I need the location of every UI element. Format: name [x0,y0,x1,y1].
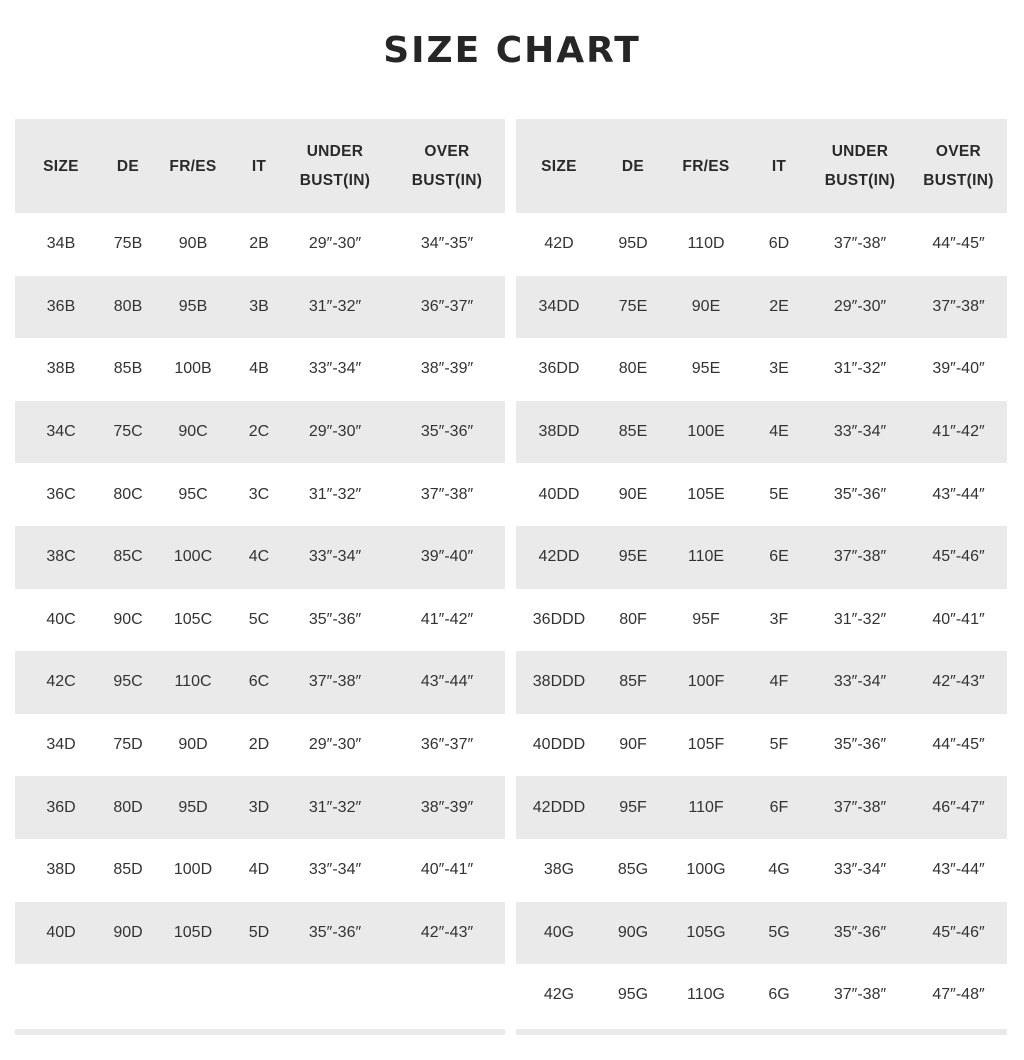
cell-fr-es: 105D [173,923,213,941]
cell-under-bust: 33″-34″ [308,360,362,378]
cell-size: 42G [543,986,575,1004]
cell-de: 85C [113,548,143,566]
cell-size: 36C [46,485,76,503]
cell-over-bust: 41″-42″ [932,423,985,441]
cell-size: 36DDD [532,610,586,628]
table-row [516,213,1007,276]
cell-size: 38DD [538,423,580,441]
cell-size: 36DD [538,360,580,378]
cell-fr-es: 100G [686,861,726,879]
cell-fr-es: 95E [691,360,721,378]
cell-size: 40G [543,923,575,941]
cell-size: 38G [543,861,575,879]
cell-over-bust: 36″-37″ [420,297,474,315]
cell-over-bust: 44″-45″ [932,235,985,253]
header-under-bust-line1: UNDER [306,143,364,160]
cell-fr-es: 105C [173,610,213,628]
cell-under-bust: 29″-30″ [308,235,362,253]
cell-under-bust: 33″-34″ [308,861,362,879]
table-row [15,651,505,714]
cell-de: 90E [618,485,648,503]
page-title: SIZE CHART [383,30,641,71]
cell-fr-es: 110C [174,673,212,691]
cell-size: 38D [46,861,76,879]
table-header-row [516,119,1007,213]
cell-over-bust: 46″-47″ [932,798,985,816]
cell-over-bust: 39″-40″ [932,360,985,378]
cell-fr-es: 105E [687,485,725,503]
cell-fr-es: 90E [691,297,721,315]
cell-de: 90F [619,736,647,754]
cell-size: 42C [46,673,76,691]
cell-size [15,964,107,1027]
cell-over-bust: 37″-38″ [420,485,474,503]
cell-it: 3F [769,610,789,628]
cell-over-bust: 40″-41″ [932,610,985,628]
cell-size: 34C [46,423,76,441]
cell-fr-es: 95B [178,297,208,315]
table-row [516,401,1007,464]
cell-under-bust: 37″-38″ [833,986,887,1004]
cell-over-bust: 38″-39″ [420,798,474,816]
cell-under-bust: 31″-32″ [833,610,887,628]
table-left-bottom-strip [15,1029,505,1035]
header-size: SIZE [541,157,577,175]
size-table-right-body [516,213,1007,1027]
cell-de: 85E [618,423,648,441]
cell-it: 3C [248,485,270,503]
header-over-bust-line1: OVER [424,143,470,160]
cell-de: 75B [113,235,143,253]
cell-it: 3E [769,360,789,378]
cell-fr-es: 105G [686,923,726,941]
cell-it: 3B [249,297,269,315]
cell-de: 90G [617,923,649,941]
cell-it: 2E [769,297,789,315]
header-it: IT [771,157,787,175]
cell-over-bust: 43″-44″ [932,485,985,503]
cell-it: 4F [769,673,789,691]
cell-it: 5G [768,923,790,941]
cell-under-bust: 29″-30″ [833,297,887,315]
cell-it: 4E [769,423,789,441]
cell-fr-es: 105F [687,736,725,754]
cell-size: 40C [46,610,76,628]
table-row [15,213,505,276]
cell-under-bust: 31″-32″ [308,297,362,315]
cell-de: 80E [618,360,648,378]
cell-size: 38DDD [532,673,586,691]
cell-under-bust: 29″-30″ [308,736,362,754]
cell-fr-es: 100D [173,861,213,879]
header-fr-es: FR/ES [169,157,217,175]
cell-it: 6G [768,986,790,1004]
cell-size: 42DDD [532,798,586,816]
cell-de: 75D [113,736,143,754]
cell-over-bust: 35″-36″ [420,423,474,441]
header-it: IT [251,157,267,175]
cell-de: 95D [618,235,648,253]
cell-over-bust: 47″-48″ [932,986,985,1004]
cell-over-bust: 43″-44″ [932,861,985,879]
cell-it: 5E [769,485,789,503]
cell-over-bust: 36″-37″ [420,736,474,754]
table-row [15,839,505,902]
cell-over-bust: 45″-46″ [932,548,985,566]
cell-de: 85G [617,861,649,879]
cell-fr-es: 100E [687,423,725,441]
header-de: DE [116,157,140,175]
cell-it: 2C [248,423,270,441]
cell-de: 85B [113,360,143,378]
cell-under-bust: 35″-36″ [833,923,887,941]
cell-fr-es: 100C [173,548,213,566]
header-under-bust [281,119,389,213]
header-de: DE [621,157,645,175]
table-row [516,902,1007,965]
cell-de: 95E [618,548,648,566]
cell-size: 36B [46,297,76,315]
cell-de: 90D [113,923,143,941]
cell-fr-es: 95C [178,485,208,503]
cell-under-bust: 35″-36″ [833,736,887,754]
cell-over-bust: 39″-40″ [420,548,474,566]
size-table-left [15,119,505,1027]
table-right-bottom-strip [516,1029,1007,1035]
cell-under-bust: 33″-34″ [308,548,362,566]
cell-fr-es: 110E [687,548,725,566]
cell-it: 4C [248,548,270,566]
header-under-bust-line1: UNDER [831,143,889,160]
cell-under-bust: 37″-38″ [833,548,887,566]
cell-de: 95F [619,798,647,816]
header-under-bust-line2: BUST(IN) [824,172,896,189]
table-row [15,401,505,464]
cell-under-bust: 37″-38″ [308,673,362,691]
cell-under-bust: 35″-36″ [833,485,887,503]
header-fr-es: FR/ES [682,157,730,175]
cell-under-bust: 31″-32″ [308,798,362,816]
cell-it: 4B [249,360,269,378]
cell-it: 6E [769,548,789,566]
table-row [516,276,1007,339]
cell-size: 40D [46,923,76,941]
cell-it: 6F [769,798,789,816]
header-over-bust-line2: BUST(IN) [923,172,994,189]
cell-de: 85F [619,673,647,691]
cell-under-bust: 33″-34″ [833,673,887,691]
table-row [15,589,505,652]
header-over-bust-line1: OVER [935,143,982,160]
cell-fr-es [149,964,237,1027]
table-header-row [15,119,505,213]
cell-de: 95C [113,673,143,691]
cell-de: 80C [113,485,143,503]
cell-de: 80F [619,610,647,628]
cell-under-bust: 35″-36″ [308,610,362,628]
table-row [516,526,1007,589]
cell-under-bust: 29″-30″ [308,423,362,441]
cell-over-bust: 45″-46″ [932,923,985,941]
cell-under-bust: 33″-34″ [833,861,887,879]
cell-it: 6C [248,673,270,691]
cell-fr-es: 90C [178,423,208,441]
cell-fr-es: 90B [178,235,208,253]
cell-it: 3D [248,798,270,816]
cell-de [107,964,149,1027]
cell-fr-es: 90D [178,736,208,754]
table-row [15,526,505,589]
table-row [15,714,505,777]
table-row [15,338,505,401]
header-over-bust [389,119,505,213]
header-under-bust-line2: BUST(IN) [299,172,371,189]
cell-under-bust: 37″-38″ [833,798,887,816]
cell-fr-es: 110D [687,235,725,253]
cell-size: 34B [46,235,76,253]
cell-over-bust: 42″-43″ [420,923,474,941]
cell-under-bust: 31″-32″ [308,485,362,503]
cell-over-bust [389,964,505,1027]
cell-it: 4D [248,861,270,879]
cell-de: 75C [113,423,143,441]
table-row [516,463,1007,526]
cell-over-bust: 37″-38″ [932,297,985,315]
cell-fr-es: 95F [692,610,720,628]
table-row [516,964,1007,1027]
cell-under-bust: 33″-34″ [833,423,887,441]
cell-it: 5D [248,923,270,941]
cell-it: 5C [248,610,270,628]
cell-over-bust: 34″-35″ [420,235,474,253]
cell-over-bust: 43″-44″ [420,673,474,691]
cell-size: 42DD [538,548,580,566]
cell-de: 80D [113,798,143,816]
cell-size: 36D [46,798,76,816]
cell-de: 85D [113,861,143,879]
table-row [516,589,1007,652]
cell-it: 4G [768,861,790,879]
cell-size: 42D [544,235,574,253]
cell-under-bust: 31″-32″ [833,360,887,378]
cell-under-bust [281,964,389,1027]
cell-size: 34DD [538,297,580,315]
cell-de: 75E [618,297,648,315]
header-over-bust [910,119,1007,213]
cell-it: 2B [249,235,269,253]
table-row [516,776,1007,839]
table-row [15,776,505,839]
cell-it: 6D [768,235,790,253]
table-row [516,338,1007,401]
header-under-bust [810,119,910,213]
cell-size: 34D [46,736,76,754]
cell-de: 90C [113,610,143,628]
cell-it: 5F [769,736,789,754]
cell-it: 2D [248,736,270,754]
cell-fr-es: 100F [687,673,725,691]
table-row [15,463,505,526]
cell-over-bust: 38″-39″ [420,360,474,378]
cell-size: 38B [46,360,76,378]
cell-over-bust: 41″-42″ [420,610,474,628]
size-table-right [516,119,1007,1027]
table-row [15,276,505,339]
cell-fr-es: 110G [687,986,725,1004]
cell-de: 95G [617,986,649,1004]
table-row [516,839,1007,902]
cell-fr-es: 100B [174,360,212,378]
header-over-bust-line2: BUST(IN) [411,172,483,189]
cell-size: 38C [46,548,76,566]
cell-fr-es: 95D [178,798,208,816]
table-row [516,714,1007,777]
cell-fr-es: 110F [688,798,724,816]
cell-size: 40DDD [532,736,586,754]
cell-over-bust: 44″-45″ [932,736,985,754]
size-table-left-body [15,213,505,1027]
cell-it [237,964,281,1027]
table-row [516,651,1007,714]
cell-under-bust: 37″-38″ [833,235,887,253]
table-row [15,964,505,1027]
cell-over-bust: 42″-43″ [932,673,985,691]
cell-de: 80B [113,297,143,315]
cell-size: 40DD [538,485,580,503]
cell-over-bust: 40″-41″ [420,861,474,879]
table-row [15,902,505,965]
header-size: SIZE [43,157,79,175]
cell-under-bust: 35″-36″ [308,923,362,941]
